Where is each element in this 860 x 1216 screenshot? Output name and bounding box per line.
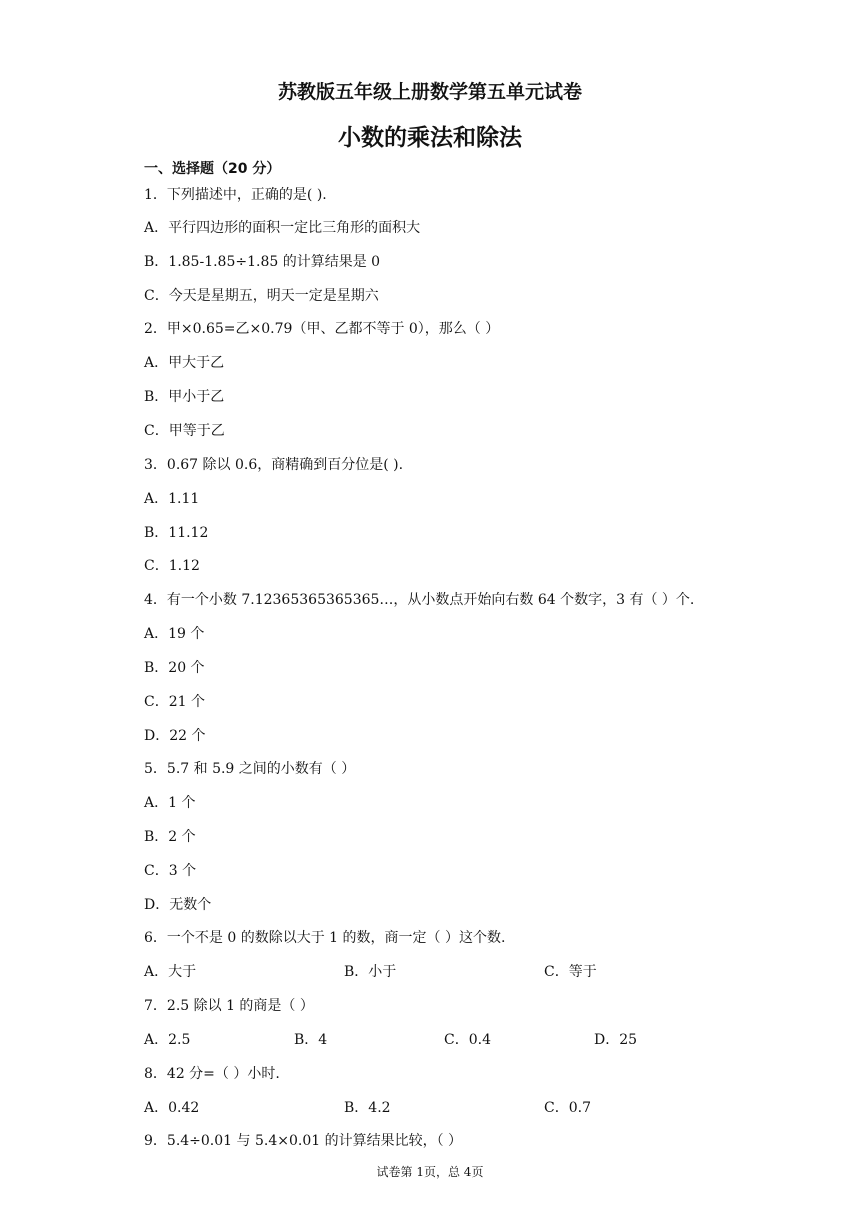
- question-1-option-a: A．平行四边形的面积一定比三角形的面积大: [144, 220, 421, 236]
- question-2-option-b: B．甲小于乙: [144, 389, 225, 405]
- question-3-option-b: B．11.12: [144, 525, 209, 541]
- question-5-option-c: C．3 个: [144, 863, 197, 879]
- question-7-option-c: C．0.4: [444, 1032, 491, 1048]
- question-8-option-b: B．4.2: [344, 1100, 391, 1116]
- question-3-option-c: C．1.12: [144, 558, 200, 574]
- section-heading: 一、选择题（20 分）: [144, 161, 281, 177]
- question-7-stem: 7．2.5 除以 1 的商是（ ）: [144, 998, 314, 1014]
- question-6-options: [144, 963, 744, 981]
- exam-title: 苏教版五年级上册数学第五单元试卷: [277, 81, 582, 103]
- question-6-stem: 6．一个不是 0 的数除以大于 1 的数，商一定（ ）这个数.: [144, 930, 506, 946]
- question-5-option-b: B．2 个: [144, 829, 196, 845]
- question-7-option-d: D．25: [594, 1032, 638, 1048]
- question-7-option-b: B．4: [294, 1032, 328, 1048]
- question-8-option-a: A．0.42: [144, 1100, 200, 1116]
- question-2-stem: 2．甲×0.65=乙×0.79（甲、乙都不等于 0），那么（ ）: [144, 321, 500, 337]
- question-7-options: [144, 1031, 744, 1049]
- question-8-option-c: C．0.7: [544, 1100, 591, 1116]
- question-4-option-d: D．22 个: [144, 728, 206, 744]
- question-4-option-a: A．19 个: [144, 626, 205, 642]
- question-5-stem: 5．5.7 和 5.9 之间的小数有（ ）: [144, 761, 356, 777]
- question-4-option-b: B．20 个: [144, 660, 205, 676]
- question-3-option-a: A．1.11: [144, 491, 200, 507]
- question-5-option-d: D．无数个: [144, 897, 212, 913]
- question-1-stem: 1．下列描述中，正确的是( ).: [144, 187, 327, 203]
- question-5-option-a: A．1 个: [144, 795, 196, 811]
- question-2-option-c: C．甲等于乙: [144, 423, 225, 439]
- question-8-stem: 8．42 分=（ ）小时.: [144, 1066, 280, 1082]
- question-6-option-b: B．小于: [344, 964, 397, 980]
- question-4-stem: 4．有一个小数 7.12365365365365…，从小数点开始向右数 64 个数字，3 有（ ）个.: [144, 592, 695, 608]
- question-2-option-a: A．甲大于乙: [144, 355, 225, 371]
- question-6-option-a: A．大于: [144, 964, 197, 980]
- question-7-option-a: A．2.5: [144, 1032, 191, 1048]
- question-8-options: [144, 1099, 744, 1117]
- question-9-stem: 9．5.4÷0.01 与 5.4×0.01 的计算结果比较，（ ）: [144, 1133, 463, 1149]
- question-4-option-c: C．21 个: [144, 694, 205, 710]
- question-6-option-c: C．等于: [544, 964, 597, 980]
- question-1-option-b: B．1.85-1.85÷1.85 的计算结果是 0: [144, 254, 381, 270]
- question-3-stem: 3．0.67 除以 0.6，商精确到百分位是( ).: [144, 457, 404, 473]
- question-1-option-c: C．今天是星期五，明天一定是星期六: [144, 288, 379, 304]
- exam-subtitle: 小数的乘法和除法: [338, 125, 522, 151]
- page-footer: 试卷第 1页，总 4页: [376, 1165, 484, 1179]
